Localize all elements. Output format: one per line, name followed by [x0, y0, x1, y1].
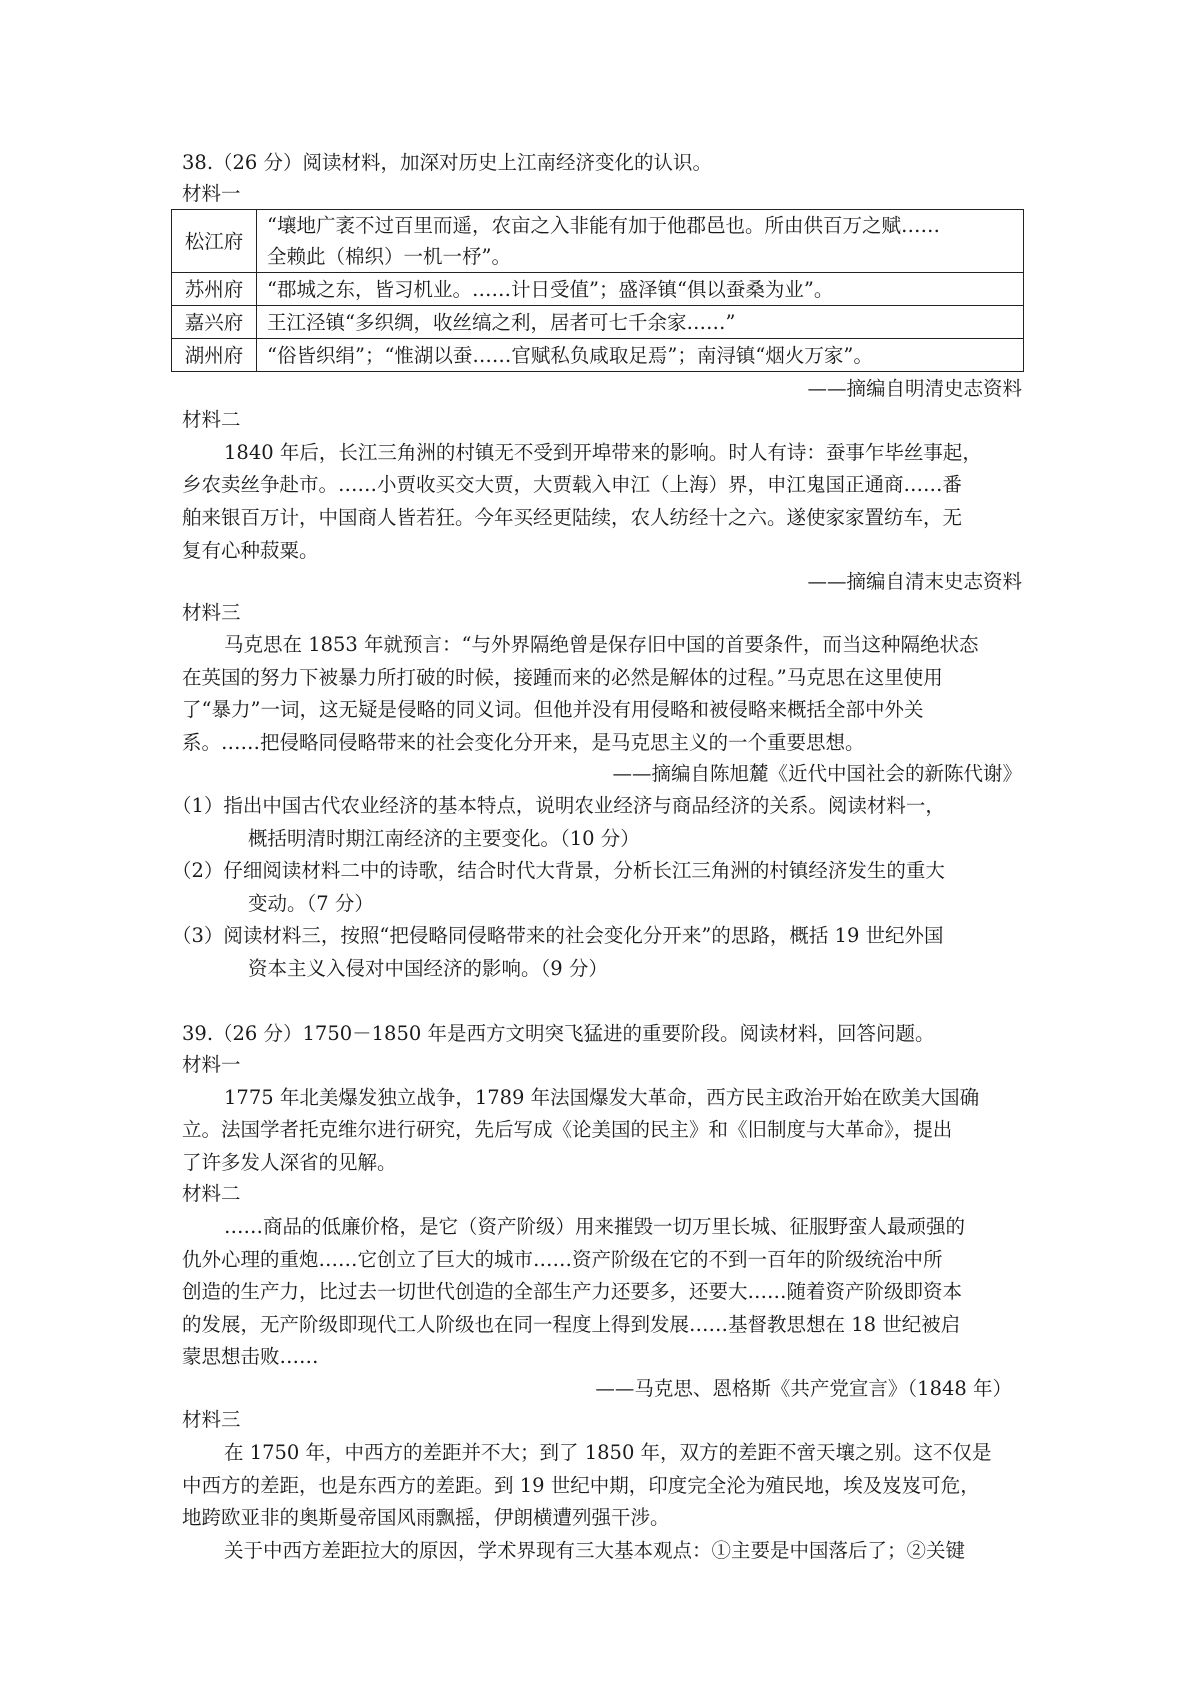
- q38-question-1: （1）指出中国古代农业经济的基本特点，说明农业经济与商品经济的关系。阅读材料一，: [172, 794, 945, 817]
- paragraph-line: 系。……把侵略同侵略带来的社会变化分开来，是马克思主义的一个重要思想。: [182, 731, 865, 754]
- quote-line: 王江泾镇“多织绸，收丝缟之利，居者可七千余家……”: [267, 310, 736, 334]
- table-row: [172, 306, 1024, 339]
- q39-material3-label: 材料三: [182, 1408, 241, 1431]
- paragraph-line: 在 1750 年，中西方的差距并不大；到了 1850 年，双方的差距不啻天壤之别。这不仅是: [224, 1441, 992, 1464]
- paragraph-line: ……商品的低廉价格，是它（资产阶级）用来摧毁一切万里长城、征服野蛮人最顽强的: [224, 1215, 966, 1238]
- quote-cell: [257, 273, 1024, 306]
- q38-question-2-cont: 变动。（7 分）: [248, 892, 374, 915]
- quote-cell: [257, 339, 1024, 372]
- quote-cell: [257, 306, 1024, 339]
- quote-cell: [257, 210, 1024, 273]
- table-row: [172, 210, 1024, 273]
- q39-heading: 39.（26 分）1750－1850 年是西方文明突飞猛进的重要阶段。阅读材料，回答问题。: [182, 1022, 935, 1045]
- place-cell: 松江府: [172, 210, 257, 273]
- paragraph-line: 立。法国学者托克维尔进行研究，先后写成《论美国的民主》和《旧制度与大革命》，提出: [182, 1118, 953, 1141]
- paragraph-line: 马克思在 1853 年就预言：“与外界隔绝曾是保存旧中国的首要条件，而当这种隔绝状态: [224, 633, 979, 656]
- paragraph-line: 创造的生产力，比过去一切世代创造的全部生产力还要多，还要大……随着资产阶级即资本: [182, 1280, 963, 1303]
- paragraph-line: 中西方的差距，也是东西方的差距。到 19 世纪中期，印度完全沦为殖民地，埃及岌岌可危，: [182, 1474, 980, 1497]
- paragraph-line: 1840 年后，长江三角洲的村镇无不受到开埠带来的影响。时人有诗：蚕事乍毕丝事起，: [224, 441, 982, 464]
- paragraph-line: 蒙思想击败……: [182, 1345, 319, 1368]
- q38-material3-source: ——摘编自陈旭麓《近代中国社会的新陈代谢》: [612, 762, 1022, 785]
- q38-material2-label: 材料二: [182, 408, 241, 431]
- paragraph-line: 的发展，无产阶级即现代工人阶级也在同一程度上得到发展……基督教思想在 18 世纪被启: [182, 1313, 961, 1336]
- q38-material1-source: ——摘编自明清史志资料: [807, 377, 1022, 400]
- paragraph-line: 仇外心理的重炮……它创立了巨大的城市……资产阶级在它的不到一百年的阶级统治中所: [182, 1248, 943, 1271]
- q39-material2-label: 材料二: [182, 1182, 241, 1205]
- q39-material2-source: ——马克思、恩格斯《共产党宣言》（1848 年）: [595, 1377, 1012, 1400]
- q38-question-2: （2）仔细阅读材料二中的诗歌，结合时代大背景，分析长江三角洲的村镇经济发生的重大: [172, 859, 945, 882]
- paragraph-line: 地跨欧亚非的奥斯曼帝国风雨飘摇，伊朗横遭列强干涉。: [182, 1506, 670, 1529]
- quote-line: “壤地广袤不过百里而遥，农亩之入非能有加于他郡邑也。所由供百万之赋……: [267, 214, 940, 237]
- paragraph-line: 关于中西方差距拉大的原因，学术界现有三大基本观点：①主要是中国落后了；②关键: [224, 1539, 966, 1562]
- paragraph-line: 复有心种菽粟。: [182, 539, 319, 562]
- q38-material1-label: 材料一: [182, 182, 241, 205]
- q38-question-3-cont: 资本主义入侵对中国经济的影响。（9 分）: [248, 957, 608, 980]
- q38-question-3: （3）阅读材料三，按照“把侵略同侵略带来的社会变化分开来”的思路，概括 19 世纪外国: [172, 924, 944, 947]
- q38-material1-table: [171, 209, 1024, 372]
- paragraph-line: 了“暴力”一词，这无疑是侵略的同义词。但他并没有用侵略和被侵略来概括全部中外关: [182, 698, 924, 721]
- table-row: [172, 339, 1024, 372]
- q38-question-1-cont: 概括明清时期江南经济的主要变化。（10 分）: [248, 827, 640, 850]
- paragraph-line: 舶来银百万计，中国商人皆若狂。今年买经更陆续，农人纺经十之六。遂使家家置纺车，无: [182, 506, 963, 529]
- quote-line: “俗皆织绢”；“惟湖以蚕……官赋私负咸取足焉”；南浔镇“烟火万家”。: [267, 343, 873, 367]
- quote-line: “郡城之东，皆习机业。……计日受值”；盛泽镇“俱以蚕桑为业”。: [267, 277, 834, 301]
- q38-material3-label: 材料三: [182, 601, 241, 624]
- q39-material1-label: 材料一: [182, 1053, 241, 1076]
- q38-material2-source: ——摘编自清末史志资料: [807, 570, 1022, 593]
- place-cell: 苏州府: [172, 273, 257, 306]
- quote-line: 全赖此（棉织）一机一杼”。: [267, 245, 511, 268]
- paragraph-line: 在英国的努力下被暴力所打破的时候，接踵而来的必然是解体的过程。”马克思在这里使用: [182, 666, 943, 689]
- paragraph-line: 乡农卖丝争赴市。……小贾收买交大贾，大贾载入申江（上海）界，申江鬼国正通商……番: [182, 473, 963, 496]
- place-cell: 湖州府: [172, 339, 257, 372]
- paragraph-line: 1775 年北美爆发独立战争，1789 年法国爆发大革命，西方民主政治开始在欧美大国确: [224, 1086, 980, 1109]
- place-cell: 嘉兴府: [172, 306, 257, 339]
- table-row: [172, 273, 1024, 306]
- q38-heading: 38.（26 分）阅读材料，加深对历史上江南经济变化的认识。: [182, 151, 713, 174]
- paragraph-line: 了许多发人深省的见解。: [182, 1151, 397, 1174]
